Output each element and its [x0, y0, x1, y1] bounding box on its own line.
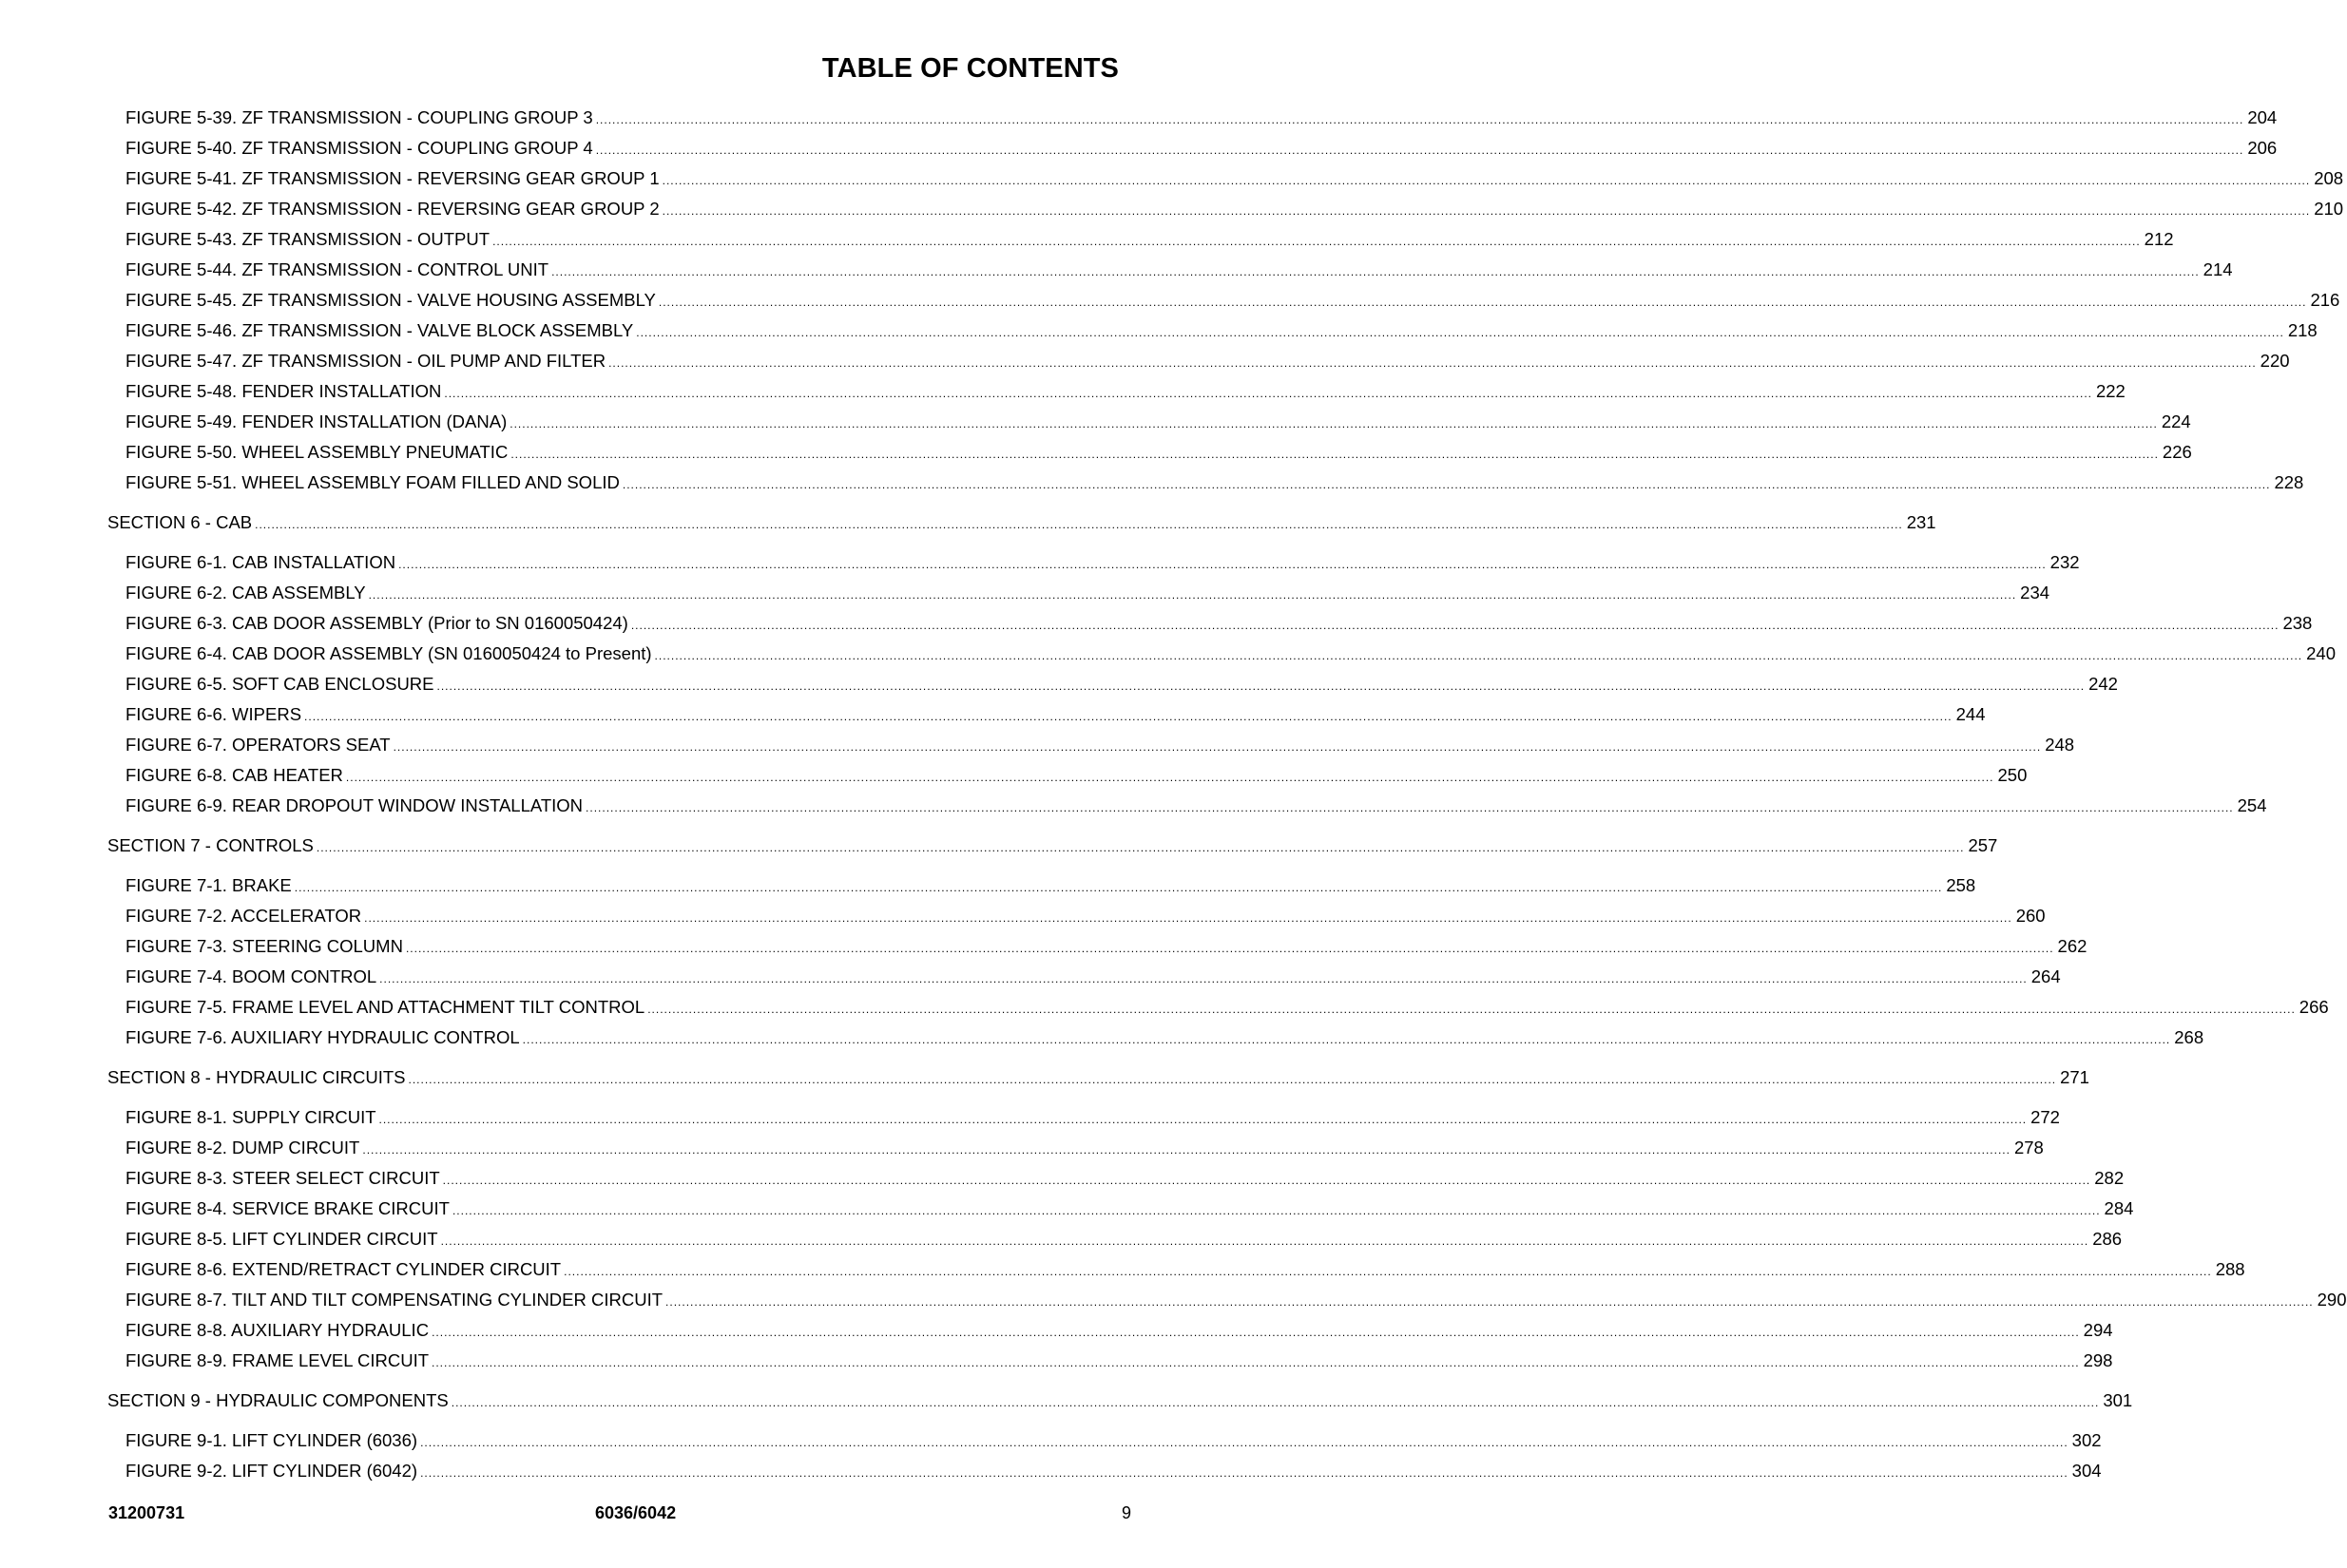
- dot-leader: ................................................................................................................................................................................................................................................................................................................................................................................................................: [436, 679, 2086, 693]
- toc-figure-entry[interactable]: [0, 1315, 2113, 1346]
- dot-leader: ................................................................................................................................................................................................................................................................................................................................................................................................................: [492, 235, 2141, 248]
- dot-leader: ................................................................................................................................................................................................................................................................................................................................................................................................................: [294, 881, 1943, 894]
- toc-entry-page: 262: [2057, 936, 2087, 956]
- dot-leader: ................................................................................................................................................................................................................................................................................................................................................................................................................: [420, 1466, 2068, 1480]
- dot-leader: ................................................................................................................................................................................................................................................................................................................................................................................................................: [586, 801, 2234, 814]
- toc-figure-entry[interactable]: [0, 468, 2304, 498]
- toc-entry-page: 250: [1997, 765, 2028, 785]
- toc-entry-page: 248: [2045, 735, 2075, 755]
- toc-entry-page: 272: [2030, 1107, 2060, 1127]
- toc-entry-page: 260: [2015, 906, 2046, 926]
- toc-entry-page: 244: [1955, 704, 1986, 724]
- toc-entry-page: 286: [2092, 1229, 2123, 1249]
- dot-leader: ................................................................................................................................................................................................................................................................................................................................................................................................................: [405, 942, 2054, 955]
- toc-figure-entry[interactable]: [0, 103, 2278, 133]
- dot-leader: ................................................................................................................................................................................................................................................................................................................................................................................................................: [442, 1174, 2091, 1187]
- toc-figure-entry[interactable]: [0, 1133, 2044, 1163]
- dot-leader: ................................................................................................................................................................................................................................................................................................................................................................................................................: [452, 1204, 2101, 1217]
- toc-entry-label: FIGURE 8-2. DUMP CIRCUIT: [125, 1138, 360, 1157]
- toc-entry-page: 226: [2162, 442, 2192, 462]
- toc-entry-page: 271: [2060, 1067, 2089, 1087]
- toc-figure-entry[interactable]: [0, 1425, 2102, 1456]
- toc-figure-entry[interactable]: [0, 224, 2174, 255]
- toc-entry-label: FIGURE 8-8. AUXILIARY HYDRAULIC: [125, 1320, 430, 1340]
- toc-section-entry[interactable]: [0, 507, 1936, 538]
- dot-leader: ................................................................................................................................................................................................................................................................................................................................................................................................................: [379, 972, 2028, 985]
- toc-entry-label: FIGURE 5-50. WHEEL ASSEMBLY PNEUMATIC: [125, 442, 509, 462]
- toc-entry-label: FIGURE 5-43. ZF TRANSMISSION - OUTPUT: [125, 229, 491, 249]
- toc-figure-entry[interactable]: [0, 437, 2192, 468]
- toc-entry-label: FIGURE 6-4. CAB DOOR ASSEMBLY (SN 0160050424 to Present): [125, 643, 652, 663]
- toc-figure-entry[interactable]: [0, 376, 2126, 407]
- toc-entry-page: 231: [1906, 512, 1936, 532]
- toc-entry-page: 218: [2287, 320, 2318, 340]
- toc-entry-page: 304: [2071, 1461, 2102, 1481]
- toc-entry-page: 206: [2247, 138, 2278, 158]
- dot-leader: ................................................................................................................................................................................................................................................................................................................................................................................................................: [408, 1073, 2057, 1086]
- dot-leader: ................................................................................................................................................................................................................................................................................................................................................................................................................: [595, 113, 2244, 126]
- toc-entry-label: FIGURE 5-48. FENDER INSTALLATION: [125, 381, 442, 401]
- dot-leader: ................................................................................................................................................................................................................................................................................................................................................................................................................: [608, 356, 2257, 370]
- toc-entry-page: 278: [2013, 1138, 2044, 1157]
- toc-figure-entry[interactable]: [0, 1346, 2113, 1376]
- dot-leader: ................................................................................................................................................................................................................................................................................................................................................................................................................: [420, 1436, 2068, 1449]
- toc-entry-label: FIGURE 6-1. CAB INSTALLATION: [125, 552, 396, 572]
- dot-leader: ................................................................................................................................................................................................................................................................................................................................................................................................................: [432, 1356, 2080, 1369]
- toc-entry-label: SECTION 6 - CAB: [107, 512, 253, 532]
- toc-figure-entry[interactable]: [0, 163, 2344, 194]
- toc-entry-label: FIGURE 6-9. REAR DROPOUT WINDOW INSTALLATION: [125, 795, 584, 815]
- toc-entry-label: FIGURE 5-47. ZF TRANSMISSION - OIL PUMP AND FILTER: [125, 351, 606, 371]
- page-number: 9: [1122, 1503, 1132, 1522]
- toc-entry-page: 210: [2314, 199, 2344, 219]
- dot-leader: ................................................................................................................................................................................................................................................................................................................................................................................................................: [510, 417, 2158, 430]
- toc-entry-label: FIGURE 8-4. SERVICE BRAKE CIRCUIT: [125, 1198, 450, 1218]
- dot-leader: ................................................................................................................................................................................................................................................................................................................................................................................................................: [564, 1265, 2212, 1278]
- toc-section-entry[interactable]: [0, 1386, 2133, 1416]
- toc-entry-page: 212: [2144, 229, 2174, 249]
- dot-leader: ................................................................................................................................................................................................................................................................................................................................................................................................................: [398, 558, 2047, 571]
- dot-leader: ................................................................................................................................................................................................................................................................................................................................................................................................................: [362, 1143, 2010, 1157]
- toc-section-entry[interactable]: [0, 1062, 2089, 1093]
- dot-leader: ................................................................................................................................................................................................................................................................................................................................................................................................................: [304, 710, 1953, 723]
- toc-entry-label: FIGURE 7-2. ACCELERATOR: [125, 906, 362, 926]
- toc-figure-entry[interactable]: [0, 1194, 2134, 1224]
- toc-entry-label: FIGURE 6-5. SOFT CAB ENCLOSURE: [125, 674, 434, 694]
- toc-figure-entry[interactable]: [0, 901, 2046, 931]
- toc-entry-label: SECTION 8 - HYDRAULIC CIRCUITS: [107, 1067, 406, 1087]
- toc-entry-label: SECTION 9 - HYDRAULIC COMPONENTS: [107, 1390, 449, 1410]
- dot-leader: ................................................................................................................................................................................................................................................................................................................................................................................................................: [255, 518, 1903, 531]
- toc-entry-label: FIGURE 5-49. FENDER INSTALLATION (DANA): [125, 411, 508, 431]
- toc-entry-label: FIGURE 5-42. ZF TRANSMISSION - REVERSING GEAR GROUP 2: [125, 199, 660, 219]
- dot-leader: ................................................................................................................................................................................................................................................................................................................................................................................................................: [444, 387, 2092, 400]
- toc-entry-label: FIGURE 8-5. LIFT CYLINDER CIRCUIT: [125, 1229, 438, 1249]
- document-number: 31200731: [108, 1503, 185, 1522]
- dot-leader: ................................................................................................................................................................................................................................................................................................................................................................................................................: [595, 143, 2244, 157]
- toc-entry-label: FIGURE 8-3. STEER SELECT CIRCUIT: [125, 1168, 440, 1188]
- page-title: TABLE OF CONTENTS: [821, 53, 1119, 84]
- toc-entry-label: FIGURE 7-6. AUXILIARY HYDRAULIC CONTROL: [125, 1027, 520, 1047]
- toc-entry-page: 242: [2088, 674, 2118, 694]
- dot-leader: ................................................................................................................................................................................................................................................................................................................................................................................................................: [378, 1113, 2028, 1126]
- toc-figure-entry[interactable]: [0, 285, 2340, 316]
- toc-entry-label: FIGURE 8-1. SUPPLY CIRCUIT: [125, 1107, 376, 1127]
- dot-leader: ................................................................................................................................................................................................................................................................................................................................................................................................................: [658, 296, 2307, 309]
- toc-figure-entry[interactable]: [0, 578, 2050, 608]
- toc-entry-page: 234: [2020, 583, 2050, 602]
- toc-entry-page: 298: [2083, 1350, 2113, 1370]
- toc-entry-page: 238: [2282, 613, 2313, 633]
- toc-entry-label: FIGURE 6-7. OPERATORS SEAT: [125, 735, 391, 755]
- toc-entry-label: FIGURE 8-9. FRAME LEVEL CIRCUIT: [125, 1350, 430, 1370]
- toc-figure-entry[interactable]: [0, 669, 2118, 699]
- toc-entry-label: FIGURE 6-6. WIPERS: [125, 704, 302, 724]
- dot-leader: ................................................................................................................................................................................................................................................................................................................................................................................................................: [654, 649, 2303, 662]
- toc-figure-entry[interactable]: [0, 316, 2318, 346]
- toc-entry-page: 288: [2215, 1259, 2245, 1279]
- toc-figure-entry[interactable]: [0, 194, 2344, 224]
- toc-figure-entry[interactable]: [0, 931, 2087, 962]
- toc-entry-page: 258: [1946, 875, 1976, 895]
- toc-entry-page: 301: [2103, 1390, 2133, 1410]
- dot-leader: ................................................................................................................................................................................................................................................................................................................................................................................................................: [368, 588, 2017, 602]
- toc-figure-entry[interactable]: [0, 255, 2233, 285]
- toc-entry-label: SECTION 7 - CONTROLS: [107, 835, 314, 855]
- toc-entry-page: 282: [2094, 1168, 2125, 1188]
- toc-entry-page: 264: [2030, 966, 2061, 986]
- toc-entry-label: FIGURE 5-39. ZF TRANSMISSION - COUPLING GROUP 3: [125, 107, 593, 127]
- toc-entry-page: 204: [2247, 107, 2278, 127]
- toc-figure-entry[interactable]: [0, 760, 2028, 791]
- toc-entry-page: 254: [2237, 795, 2267, 815]
- toc-entry-page: 220: [2260, 351, 2290, 371]
- toc-entry-page: 302: [2071, 1430, 2102, 1450]
- toc-entry-page: 216: [2310, 290, 2340, 310]
- dot-leader: ................................................................................................................................................................................................................................................................................................................................................................................................................: [662, 174, 2311, 187]
- toc-entry-label: FIGURE 6-2. CAB ASSEMBLY: [125, 583, 366, 602]
- toc-figure-entry[interactable]: [0, 608, 2313, 639]
- toc-figure-entry[interactable]: [0, 133, 2278, 163]
- toc-entry-page: 232: [2049, 552, 2080, 572]
- model-number: 6036/6042: [595, 1503, 677, 1522]
- toc-entry-page: 294: [2083, 1320, 2113, 1340]
- toc-figure-entry[interactable]: [0, 407, 2191, 437]
- toc-entry-label: FIGURE 6-8. CAB HEATER: [125, 765, 343, 785]
- toc-figure-entry[interactable]: [0, 1456, 2102, 1486]
- toc-figure-entry[interactable]: [0, 639, 2336, 669]
- dot-leader: ................................................................................................................................................................................................................................................................................................................................................................................................................: [345, 771, 1994, 784]
- toc-figure-entry[interactable]: [0, 870, 1976, 901]
- toc-figure-entry[interactable]: [0, 1224, 2123, 1254]
- dot-leader: ................................................................................................................................................................................................................................................................................................................................................................................................................: [316, 841, 1965, 854]
- toc-entry-page: 228: [2274, 472, 2304, 492]
- dot-leader: ................................................................................................................................................................................................................................................................................................................................................................................................................: [636, 326, 2284, 339]
- dot-leader: ................................................................................................................................................................................................................................................................................................................................................................................................................: [630, 619, 2280, 632]
- page-footer: [0, 1503, 1212, 1528]
- toc-entry-label: FIGURE 5-51. WHEEL ASSEMBLY FOAM FILLED AND SOLID: [125, 472, 620, 492]
- dot-leader: ................................................................................................................................................................................................................................................................................................................................................................................................................: [647, 1003, 2296, 1016]
- toc-entry-page: 240: [2306, 643, 2336, 663]
- toc-entry-label: FIGURE 6-3. CAB DOOR ASSEMBLY (Prior to SN 0160050424): [125, 613, 628, 633]
- toc-entry-label: FIGURE 8-6. EXTEND/RETRACT CYLINDER CIRCUIT: [125, 1259, 562, 1279]
- toc-figure-entry[interactable]: [0, 1023, 2204, 1053]
- dot-leader: ................................................................................................................................................................................................................................................................................................................................................................................................................: [510, 448, 2159, 461]
- toc-figure-entry[interactable]: [0, 1254, 2245, 1285]
- toc-entry-label: FIGURE 9-2. LIFT CYLINDER (6042): [125, 1461, 418, 1481]
- table-of-contents: [0, 103, 2347, 1486]
- toc-figure-entry[interactable]: [0, 992, 2329, 1023]
- toc-entry-page: 284: [2104, 1198, 2134, 1218]
- toc-entry-page: 224: [2161, 411, 2191, 431]
- toc-entry-page: 290: [2317, 1290, 2347, 1310]
- dot-leader: ................................................................................................................................................................................................................................................................................................................................................................................................................: [665, 1295, 2314, 1309]
- toc-entry-label: FIGURE 7-4. BOOM CONTROL: [125, 966, 377, 986]
- dot-leader: ................................................................................................................................................................................................................................................................................................................................................................................................................: [622, 478, 2271, 491]
- toc-entry-page: 266: [2299, 997, 2329, 1017]
- toc-entry-label: FIGURE 5-45. ZF TRANSMISSION - VALVE HOUSING ASSEMBLY: [125, 290, 656, 310]
- toc-figure-entry[interactable]: [0, 547, 2080, 578]
- toc-entry-label: FIGURE 5-41. ZF TRANSMISSION - REVERSING GEAR GROUP 1: [125, 168, 660, 188]
- toc-entry-page: 268: [2174, 1027, 2204, 1047]
- toc-entry-page: 257: [1968, 835, 1998, 855]
- dot-leader: ................................................................................................................................................................................................................................................................................................................................................................................................................: [662, 204, 2311, 218]
- toc-figure-entry[interactable]: [0, 699, 1986, 730]
- toc-entry-label: FIGURE 5-44. ZF TRANSMISSION - CONTROL UNIT: [125, 259, 549, 279]
- toc-figure-entry[interactable]: [0, 1102, 2060, 1133]
- toc-figure-entry[interactable]: [0, 730, 2075, 760]
- toc-figure-entry[interactable]: [0, 1285, 2347, 1315]
- toc-entry-label: FIGURE 9-1. LIFT CYLINDER (6036): [125, 1430, 418, 1450]
- toc-figure-entry[interactable]: [0, 962, 2061, 992]
- dot-leader: ................................................................................................................................................................................................................................................................................................................................................................................................................: [432, 1326, 2080, 1339]
- dot-leader: ................................................................................................................................................................................................................................................................................................................................................................................................................: [451, 1396, 2100, 1409]
- toc-entry-label: FIGURE 8-7. TILT AND TILT COMPENSATING CYLINDER CIRCUIT: [125, 1290, 664, 1310]
- toc-entry-label: FIGURE 7-1. BRAKE: [125, 875, 292, 895]
- toc-figure-entry[interactable]: [0, 791, 2267, 821]
- toc-section-entry[interactable]: [0, 831, 1998, 861]
- toc-entry-label: FIGURE 7-3. STEERING COLUMN: [125, 936, 403, 956]
- toc-figure-entry[interactable]: [0, 346, 2290, 376]
- toc-figure-entry[interactable]: [0, 1163, 2125, 1194]
- toc-entry-page: 222: [2095, 381, 2126, 401]
- toc-entry-page: 208: [2314, 168, 2344, 188]
- dot-leader: ................................................................................................................................................................................................................................................................................................................................................................................................................: [364, 911, 2012, 925]
- dot-leader: ................................................................................................................................................................................................................................................................................................................................................................................................................: [393, 740, 2042, 754]
- toc-entry-label: FIGURE 5-40. ZF TRANSMISSION - COUPLING GROUP 4: [125, 138, 593, 158]
- dot-leader: ................................................................................................................................................................................................................................................................................................................................................................................................................: [440, 1234, 2089, 1248]
- dot-leader: ................................................................................................................................................................................................................................................................................................................................................................................................................: [551, 265, 2200, 278]
- toc-entry-label: FIGURE 7-5. FRAME LEVEL AND ATTACHMENT TILT CONTROL: [125, 997, 645, 1017]
- toc-entry-label: FIGURE 5-46. ZF TRANSMISSION - VALVE BLOCK ASSEMBLY: [125, 320, 634, 340]
- toc-entry-page: 214: [2203, 259, 2233, 279]
- dot-leader: ................................................................................................................................................................................................................................................................................................................................................................................................................: [522, 1033, 2171, 1046]
